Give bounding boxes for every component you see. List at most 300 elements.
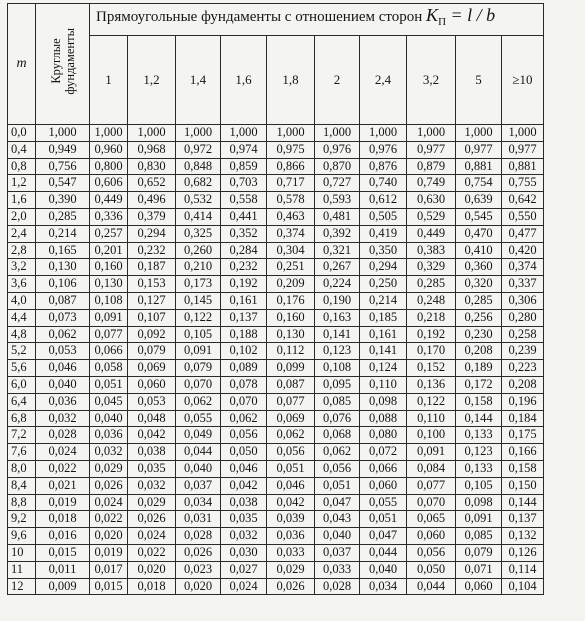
rect-value-cell: 0,098 <box>360 393 407 410</box>
rect-value-cell: 0,248 <box>407 292 456 309</box>
rect-value-cell: 0,239 <box>502 343 544 360</box>
rect-value-cell: 0,505 <box>360 208 407 225</box>
rect-value-cell: 0,210 <box>176 259 221 276</box>
m-value-cell: 0,0 <box>8 125 36 142</box>
round-value-cell: 0,214 <box>36 225 90 242</box>
table-row <box>8 292 544 309</box>
rect-value-cell: 0,098 <box>456 494 502 511</box>
rect-value-cell: 0,230 <box>456 326 502 343</box>
rect-value-cell: 0,020 <box>90 528 128 545</box>
rect-value-cell: 0,051 <box>267 460 315 477</box>
rect-value-cell: 0,108 <box>315 360 360 377</box>
rect-value-cell: 0,976 <box>315 141 360 158</box>
rect-value-cell: 0,037 <box>315 544 360 561</box>
rect-value-cell: 0,038 <box>221 494 267 511</box>
round-value-cell: 0,073 <box>36 309 90 326</box>
rect-value-cell: 0,848 <box>176 158 221 175</box>
rect-value-cell: 0,463 <box>267 208 315 225</box>
m-value-cell: 1,2 <box>8 175 36 192</box>
m-value-cell: 3,2 <box>8 259 36 276</box>
rect-value-cell: 0,069 <box>128 360 176 377</box>
rect-value-cell: 1,000 <box>128 125 176 142</box>
rect-value-cell: 0,085 <box>315 393 360 410</box>
rect-value-cell: 0,076 <box>315 410 360 427</box>
rect-value-cell: 0,754 <box>456 175 502 192</box>
round-value-cell: 0,046 <box>36 360 90 377</box>
rect-value-cell: 0,049 <box>176 427 221 444</box>
rect-value-cell: 0,717 <box>267 175 315 192</box>
rect-value-cell: 0,173 <box>176 276 221 293</box>
rect-value-cell: 0,749 <box>407 175 456 192</box>
rect-value-cell: 0,593 <box>315 192 360 209</box>
rect-value-cell: 0,042 <box>267 494 315 511</box>
table-row <box>8 208 544 225</box>
table-row <box>8 175 544 192</box>
m-value-cell: 2,8 <box>8 242 36 259</box>
rect-value-cell: 0,044 <box>360 544 407 561</box>
rect-value-cell: 0,066 <box>90 343 128 360</box>
rect-value-cell: 0,470 <box>456 225 502 242</box>
rect-value-cell: 0,028 <box>315 578 360 595</box>
rect-value-cell: 0,336 <box>90 208 128 225</box>
rect-value-cell: 0,104 <box>502 578 544 595</box>
rect-value-cell: 0,031 <box>176 511 221 528</box>
round-value-cell: 0,036 <box>36 393 90 410</box>
rect-value-cell: 0,023 <box>176 561 221 578</box>
rect-value-cell: 0,056 <box>315 460 360 477</box>
table-row <box>8 410 544 427</box>
round-value-cell: 0,015 <box>36 544 90 561</box>
rect-value-cell: 0,091 <box>90 309 128 326</box>
table-body <box>8 125 544 595</box>
rect-value-cell: 1,000 <box>90 125 128 142</box>
rect-value-cell: 0,392 <box>315 225 360 242</box>
rect-value-cell: 0,166 <box>502 444 544 461</box>
rect-value-cell: 0,329 <box>407 259 456 276</box>
rect-value-cell: 0,024 <box>90 494 128 511</box>
rect-title-sub: П <box>438 16 447 29</box>
rect-value-cell: 0,060 <box>360 477 407 494</box>
rect-value-cell: 0,606 <box>90 175 128 192</box>
rect-value-cell: 0,642 <box>502 192 544 209</box>
rect-value-cell: 0,124 <box>360 360 407 377</box>
k-value-header: 1,6 <box>221 36 267 125</box>
rect-value-cell: 0,066 <box>360 460 407 477</box>
table-row <box>8 376 544 393</box>
rect-value-cell: 0,441 <box>221 208 267 225</box>
rect-value-cell: 0,866 <box>267 158 315 175</box>
rect-value-cell: 0,529 <box>407 208 456 225</box>
rect-value-cell: 0,161 <box>221 292 267 309</box>
rect-value-cell: 0,550 <box>502 208 544 225</box>
round-value-cell: 0,087 <box>36 292 90 309</box>
round-value-cell: 0,062 <box>36 326 90 343</box>
rect-value-cell: 0,189 <box>456 360 502 377</box>
rect-value-cell: 0,056 <box>267 444 315 461</box>
rect-value-cell: 0,652 <box>128 175 176 192</box>
rect-value-cell: 0,630 <box>407 192 456 209</box>
rect-value-cell: 0,048 <box>128 410 176 427</box>
rect-value-cell: 0,122 <box>407 393 456 410</box>
rect-value-cell: 0,879 <box>407 158 456 175</box>
rect-value-cell: 0,250 <box>360 276 407 293</box>
rect-value-cell: 0,379 <box>128 208 176 225</box>
round-foundations-header <box>36 4 90 125</box>
rect-value-cell: 0,077 <box>267 393 315 410</box>
m-value-cell: 6,8 <box>8 410 36 427</box>
round-value-cell: 0,285 <box>36 208 90 225</box>
rect-value-cell: 1,000 <box>315 125 360 142</box>
rect-value-cell: 0,038 <box>128 444 176 461</box>
rect-value-cell: 0,036 <box>267 528 315 545</box>
rect-value-cell: 0,639 <box>456 192 502 209</box>
rect-value-cell: 0,084 <box>407 460 456 477</box>
table-row <box>8 309 544 326</box>
rect-value-cell: 0,144 <box>456 410 502 427</box>
rect-value-cell: 1,000 <box>360 125 407 142</box>
rect-value-cell: 0,044 <box>407 578 456 595</box>
rect-value-cell: 0,123 <box>456 444 502 461</box>
rect-value-cell: 0,029 <box>267 561 315 578</box>
table-row <box>8 578 544 595</box>
m-value-cell: 5,2 <box>8 343 36 360</box>
rect-value-cell: 0,027 <box>221 561 267 578</box>
rect-value-cell: 0,045 <box>90 393 128 410</box>
rect-value-cell: 0,046 <box>221 460 267 477</box>
rect-value-cell: 0,141 <box>360 343 407 360</box>
rect-value-cell: 0,040 <box>360 561 407 578</box>
round-value-cell: 0,022 <box>36 460 90 477</box>
rect-value-cell: 0,192 <box>407 326 456 343</box>
rect-value-cell: 0,122 <box>176 309 221 326</box>
rect-value-cell: 0,859 <box>221 158 267 175</box>
rect-value-cell: 0,337 <box>502 276 544 293</box>
rect-title-eq: = l / b <box>446 5 496 26</box>
rect-value-cell: 0,085 <box>456 528 502 545</box>
rect-value-cell: 0,449 <box>407 225 456 242</box>
rect-value-cell: 1,000 <box>221 125 267 142</box>
rect-value-cell: 0,037 <box>176 477 221 494</box>
rect-value-cell: 0,070 <box>407 494 456 511</box>
rect-value-cell: 0,036 <box>90 427 128 444</box>
rect-value-cell: 0,020 <box>128 561 176 578</box>
round-value-cell: 0,949 <box>36 141 90 158</box>
m-value-cell: 11 <box>8 561 36 578</box>
rect-value-cell: 0,132 <box>502 528 544 545</box>
m-value-cell: 9,2 <box>8 511 36 528</box>
rect-value-cell: 0,218 <box>407 309 456 326</box>
rect-value-cell: 0,133 <box>456 460 502 477</box>
rect-value-cell: 0,102 <box>221 343 267 360</box>
rect-value-cell: 0,545 <box>456 208 502 225</box>
rect-value-cell: 0,055 <box>360 494 407 511</box>
rect-value-cell: 0,095 <box>315 376 360 393</box>
rect-value-cell: 0,077 <box>90 326 128 343</box>
round-foundations-label: Круглые фундаменты <box>48 28 77 95</box>
table-row <box>8 276 544 293</box>
table-row <box>8 141 544 158</box>
table-row <box>8 326 544 343</box>
rect-value-cell: 0,046 <box>267 477 315 494</box>
k-value-header: 1 <box>90 36 128 125</box>
rect-value-cell: 0,977 <box>456 141 502 158</box>
rect-value-cell: 0,158 <box>456 393 502 410</box>
rect-value-cell: 0,280 <box>502 309 544 326</box>
rect-value-cell: 0,033 <box>315 561 360 578</box>
k-value-header: 1,4 <box>176 36 221 125</box>
rect-value-cell: 1,000 <box>456 125 502 142</box>
rect-value-cell: 0,294 <box>360 259 407 276</box>
rect-value-cell: 0,043 <box>315 511 360 528</box>
rect-value-cell: 0,056 <box>221 427 267 444</box>
rect-value-cell: 0,192 <box>221 276 267 293</box>
rect-value-cell: 0,069 <box>267 410 315 427</box>
rect-value-cell: 0,110 <box>360 376 407 393</box>
rect-value-cell: 0,703 <box>221 175 267 192</box>
rect-value-cell: 0,477 <box>502 225 544 242</box>
rect-value-cell: 0,099 <box>267 360 315 377</box>
rect-value-cell: 0,079 <box>456 544 502 561</box>
rect-value-cell: 0,208 <box>456 343 502 360</box>
rect-value-cell: 0,033 <box>267 544 315 561</box>
rect-value-cell: 0,558 <box>221 192 267 209</box>
k-value-header: 2,4 <box>360 36 407 125</box>
rect-value-cell: 0,136 <box>407 376 456 393</box>
round-value-cell: 0,165 <box>36 242 90 259</box>
round-value-cell: 0,756 <box>36 158 90 175</box>
rect-value-cell: 0,072 <box>360 444 407 461</box>
round-value-cell: 0,024 <box>36 444 90 461</box>
rect-value-cell: 0,112 <box>267 343 315 360</box>
coefficient-table <box>7 3 544 595</box>
m-value-cell: 8,8 <box>8 494 36 511</box>
round-value-cell: 0,032 <box>36 410 90 427</box>
rect-value-cell: 0,062 <box>221 410 267 427</box>
rect-value-cell: 0,039 <box>267 511 315 528</box>
rect-value-cell: 0,107 <box>128 309 176 326</box>
rect-value-cell: 0,152 <box>407 360 456 377</box>
m-value-cell: 10 <box>8 544 36 561</box>
rect-value-cell: 0,042 <box>128 427 176 444</box>
rect-value-cell: 0,108 <box>90 292 128 309</box>
table-row <box>8 242 544 259</box>
rect-value-cell: 0,130 <box>90 276 128 293</box>
table-row <box>8 460 544 477</box>
rect-value-cell: 0,080 <box>360 427 407 444</box>
rect-value-cell: 0,024 <box>128 528 176 545</box>
round-value-cell: 0,009 <box>36 578 90 595</box>
rect-value-cell: 0,320 <box>456 276 502 293</box>
rect-value-cell: 0,091 <box>407 444 456 461</box>
rect-value-cell: 0,232 <box>128 242 176 259</box>
rect-value-cell: 0,974 <box>221 141 267 158</box>
rect-value-cell: 0,065 <box>407 511 456 528</box>
rect-value-cell: 0,153 <box>128 276 176 293</box>
rect-value-cell: 0,029 <box>128 494 176 511</box>
rect-value-cell: 0,481 <box>315 208 360 225</box>
rect-value-cell: 0,960 <box>90 141 128 158</box>
rect-value-cell: 0,079 <box>128 343 176 360</box>
m-value-cell: 4,4 <box>8 309 36 326</box>
rect-value-cell: 0,258 <box>502 326 544 343</box>
rect-value-cell: 0,975 <box>267 141 315 158</box>
table-row <box>8 393 544 410</box>
rect-value-cell: 0,414 <box>176 208 221 225</box>
rect-value-cell: 1,000 <box>176 125 221 142</box>
rect-value-cell: 0,830 <box>128 158 176 175</box>
rect-value-cell: 0,976 <box>360 141 407 158</box>
rect-value-cell: 0,091 <box>176 343 221 360</box>
rect-value-cell: 0,321 <box>315 242 360 259</box>
rect-value-cell: 0,304 <box>267 242 315 259</box>
rect-value-cell: 0,881 <box>456 158 502 175</box>
rect-value-cell: 0,160 <box>267 309 315 326</box>
round-value-cell: 1,000 <box>36 125 90 142</box>
m-value-cell: 6,4 <box>8 393 36 410</box>
round-value-cell: 0,028 <box>36 427 90 444</box>
rect-value-cell: 0,034 <box>176 494 221 511</box>
m-value-cell: 7,6 <box>8 444 36 461</box>
rect-value-cell: 0,035 <box>221 511 267 528</box>
rect-value-cell: 0,190 <box>315 292 360 309</box>
rect-value-cell: 0,201 <box>90 242 128 259</box>
rect-value-cell: 0,018 <box>128 578 176 595</box>
rect-value-cell: 0,047 <box>315 494 360 511</box>
rect-value-cell: 0,040 <box>315 528 360 545</box>
table-row <box>8 528 544 545</box>
rect-value-cell: 0,029 <box>90 460 128 477</box>
rect-value-cell: 0,144 <box>502 494 544 511</box>
rect-value-cell: 1,000 <box>502 125 544 142</box>
rect-value-cell: 0,060 <box>456 578 502 595</box>
rect-value-cell: 0,040 <box>176 460 221 477</box>
rect-value-cell: 0,175 <box>502 427 544 444</box>
rect-value-cell: 1,000 <box>267 125 315 142</box>
rect-value-cell: 0,032 <box>221 528 267 545</box>
rectangular-foundations-header <box>90 4 544 36</box>
rect-value-cell: 0,032 <box>90 444 128 461</box>
rect-value-cell: 0,141 <box>315 326 360 343</box>
table-row <box>8 444 544 461</box>
rect-value-cell: 0,114 <box>502 561 544 578</box>
table-container <box>7 3 544 595</box>
round-value-cell: 0,016 <box>36 528 90 545</box>
rect-value-cell: 0,232 <box>221 259 267 276</box>
round-value-cell: 0,040 <box>36 376 90 393</box>
table-row <box>8 225 544 242</box>
rect-value-cell: 0,145 <box>176 292 221 309</box>
rect-value-cell: 0,160 <box>90 259 128 276</box>
rect-value-cell: 0,091 <box>456 511 502 528</box>
table-row <box>8 561 544 578</box>
rect-value-cell: 0,062 <box>267 427 315 444</box>
k-value-header: ≥10 <box>502 36 544 125</box>
rect-value-cell: 0,015 <box>90 578 128 595</box>
rect-value-cell: 0,449 <box>90 192 128 209</box>
rect-value-cell: 0,092 <box>128 326 176 343</box>
rect-value-cell: 0,078 <box>221 376 267 393</box>
table-row <box>8 360 544 377</box>
rect-value-cell: 0,196 <box>502 393 544 410</box>
round-value-cell: 0,390 <box>36 192 90 209</box>
m-value-cell: 0,8 <box>8 158 36 175</box>
rect-value-cell: 0,161 <box>360 326 407 343</box>
rect-value-cell: 0,020 <box>176 578 221 595</box>
round-value-cell: 0,018 <box>36 511 90 528</box>
rect-title-text: Прямоугольные фундаменты с отношением сторон <box>96 9 427 26</box>
rect-value-cell: 0,070 <box>176 376 221 393</box>
m-value-cell: 2,0 <box>8 208 36 225</box>
rect-value-cell: 0,251 <box>267 259 315 276</box>
rect-value-cell: 0,062 <box>315 444 360 461</box>
rect-value-cell: 0,306 <box>502 292 544 309</box>
table-row <box>8 259 544 276</box>
rect-value-cell: 0,034 <box>360 578 407 595</box>
rect-value-cell: 0,026 <box>128 511 176 528</box>
rect-value-cell: 0,028 <box>176 528 221 545</box>
rect-value-cell: 0,876 <box>360 158 407 175</box>
rect-value-cell: 0,127 <box>128 292 176 309</box>
rect-value-cell: 0,017 <box>90 561 128 578</box>
rect-value-cell: 0,968 <box>128 141 176 158</box>
rect-value-cell: 0,977 <box>407 141 456 158</box>
rect-value-cell: 0,532 <box>176 192 221 209</box>
rect-value-cell: 0,024 <box>221 578 267 595</box>
rect-value-cell: 0,881 <box>502 158 544 175</box>
rect-value-cell: 0,044 <box>176 444 221 461</box>
table-header <box>8 4 544 125</box>
rect-value-cell: 0,022 <box>90 511 128 528</box>
round-value-cell: 0,021 <box>36 477 90 494</box>
rect-value-cell: 0,256 <box>456 309 502 326</box>
rect-value-cell: 0,133 <box>456 427 502 444</box>
k-value-header: 3,2 <box>407 36 456 125</box>
rect-value-cell: 0,030 <box>221 544 267 561</box>
rect-value-cell: 0,051 <box>360 511 407 528</box>
rect-value-cell: 0,294 <box>128 225 176 242</box>
m-value-cell: 0,4 <box>8 141 36 158</box>
rect-value-cell: 0,077 <box>407 477 456 494</box>
rect-value-cell: 0,026 <box>90 477 128 494</box>
rect-value-cell: 0,172 <box>456 376 502 393</box>
rect-value-cell: 0,360 <box>456 259 502 276</box>
rect-value-cell: 0,051 <box>90 376 128 393</box>
table-row <box>8 125 544 142</box>
rect-value-cell: 0,185 <box>360 309 407 326</box>
rect-value-cell: 0,050 <box>221 444 267 461</box>
rect-value-cell: 0,257 <box>90 225 128 242</box>
rect-value-cell: 0,058 <box>90 360 128 377</box>
rect-value-cell: 0,130 <box>267 326 315 343</box>
rect-value-cell: 0,352 <box>221 225 267 242</box>
rect-value-cell: 0,150 <box>502 477 544 494</box>
rect-value-cell: 0,126 <box>502 544 544 561</box>
rect-value-cell: 0,578 <box>267 192 315 209</box>
rect-value-cell: 0,170 <box>407 343 456 360</box>
rect-value-cell: 0,068 <box>315 427 360 444</box>
rect-value-cell: 0,055 <box>176 410 221 427</box>
rect-value-cell: 0,087 <box>267 376 315 393</box>
rect-value-cell: 0,042 <box>221 477 267 494</box>
rect-value-cell: 0,110 <box>407 410 456 427</box>
m-value-cell: 4,0 <box>8 292 36 309</box>
rect-value-cell: 0,374 <box>502 259 544 276</box>
rect-value-cell: 0,105 <box>176 326 221 343</box>
rect-value-cell: 0,019 <box>90 544 128 561</box>
rect-value-cell: 0,224 <box>315 276 360 293</box>
rect-value-cell: 0,188 <box>221 326 267 343</box>
rect-value-cell: 0,214 <box>360 292 407 309</box>
